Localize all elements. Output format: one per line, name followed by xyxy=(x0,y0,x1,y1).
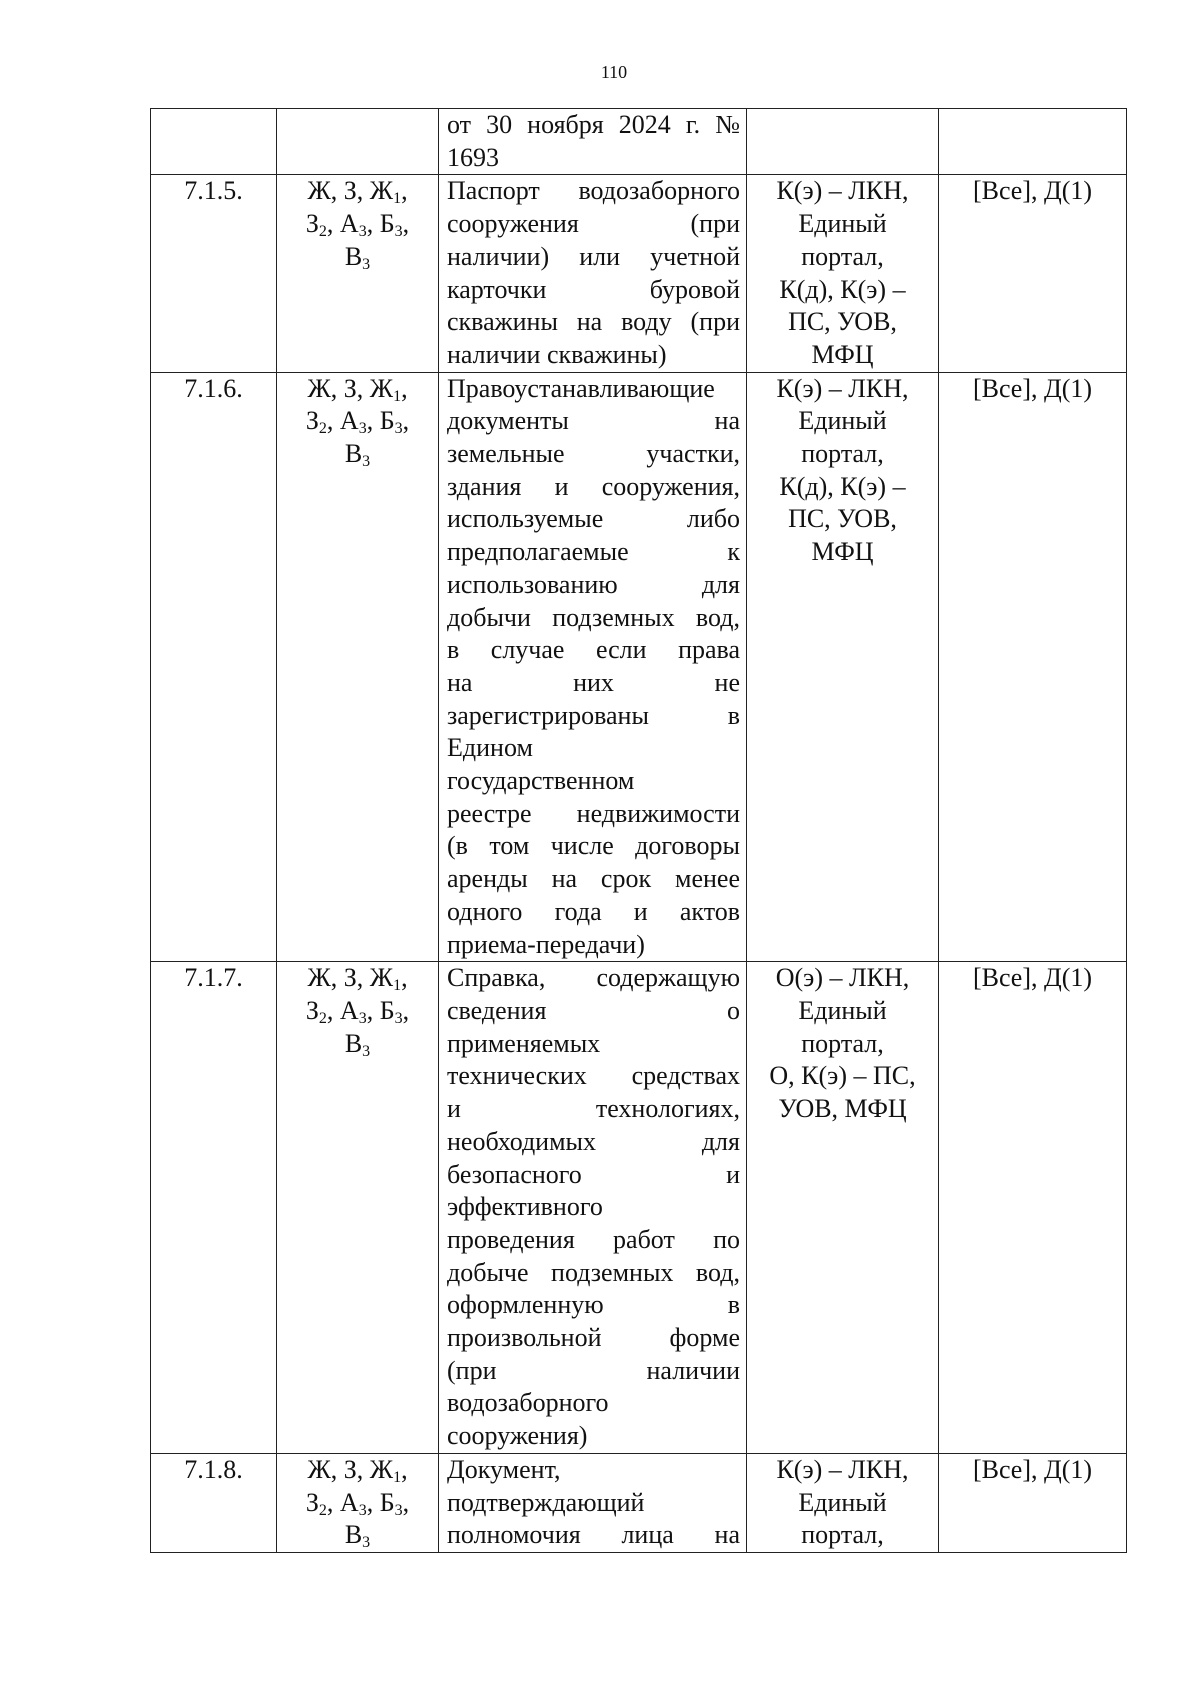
document-line: технических средствах xyxy=(447,1061,740,1091)
document-line: безопасного и xyxy=(447,1159,740,1189)
channel-line: портал, xyxy=(801,1520,884,1550)
cell-requirements xyxy=(939,962,1127,1454)
document-line: приема-передачи) xyxy=(447,929,645,959)
document-line: одного года и актов xyxy=(447,896,740,926)
cell-channels xyxy=(747,372,939,962)
row-number: 7.1.7. xyxy=(151,962,277,1454)
document-line: водозаборного xyxy=(447,1388,609,1418)
channel-line: портал, xyxy=(801,439,884,469)
document-line: Едином xyxy=(447,733,533,763)
cell-categories xyxy=(277,962,439,1454)
category-line: $В_3$ xyxy=(344,1028,371,1060)
table-row xyxy=(151,962,1127,1454)
category-line: Ж, З, $Ж_1$, xyxy=(307,176,408,208)
table-row xyxy=(151,372,1127,962)
document-line: реестре недвижимости xyxy=(447,798,740,828)
channel-line: МФЦ xyxy=(811,339,874,369)
cell-channels xyxy=(747,962,939,1454)
channel-line: портал, xyxy=(801,241,884,271)
requirement-line: [Все], Д(1) xyxy=(972,373,1093,403)
page-number: 110 xyxy=(600,62,628,82)
category-line: $З_2$, $А_3$, $Б_3$, xyxy=(305,1487,410,1519)
document-line: от 30 ноября 2024 г. № xyxy=(447,110,740,139)
document-line: оформленную в xyxy=(447,1290,740,1320)
channel-line: К(э) – ЛКН, xyxy=(776,373,909,403)
row-number: 7.1.6. xyxy=(151,372,277,962)
document-line: наличии скважины) xyxy=(447,339,667,369)
cell-channels xyxy=(747,175,939,372)
channel-line: МФЦ xyxy=(811,537,874,567)
document-line: применяемых xyxy=(447,1028,601,1058)
documents-table xyxy=(150,108,1127,1553)
document-line: в случае если права xyxy=(447,635,740,665)
document-line: сведения о xyxy=(447,995,740,1025)
document-line: скважины на воду (при xyxy=(447,307,740,337)
document-line: Паспорт водозаборного xyxy=(447,176,740,206)
requirement-line: [Все], Д(1) xyxy=(972,1454,1093,1484)
document-line: эффективного xyxy=(447,1192,603,1222)
document-line: здания и сооружения, xyxy=(447,471,740,501)
document-line: (в том числе договоры xyxy=(447,831,740,861)
cell-channels xyxy=(747,109,939,175)
cell-requirements xyxy=(939,109,1127,175)
document-line: на них не xyxy=(447,667,740,697)
row-number: 7.1.5. xyxy=(151,175,277,372)
cell-categories xyxy=(277,175,439,372)
document-line: зарегистрированы в xyxy=(447,700,740,730)
cell-categories xyxy=(277,372,439,962)
document-line: Правоустанавливающие xyxy=(447,373,715,403)
category-line: $З_2$, $А_3$, $Б_3$, xyxy=(305,209,410,241)
document-line: добычи подземных вод, xyxy=(447,602,740,632)
document-line: подтверждающий xyxy=(447,1487,645,1517)
channel-line: портал, xyxy=(801,1028,884,1058)
document-line: государственном xyxy=(447,766,635,796)
document-line: карточки буровой xyxy=(447,274,740,304)
document-line: (при наличии xyxy=(447,1355,740,1385)
document-line: Документ, xyxy=(447,1454,561,1484)
document-line: сооружения (при xyxy=(447,209,740,239)
category-line: $З_2$, $А_3$, $Б_3$, xyxy=(305,995,410,1027)
document-line: Справка, содержащую xyxy=(447,963,740,993)
channel-line: ПС, УОВ, xyxy=(788,504,897,534)
cell-requirements xyxy=(939,372,1127,962)
document-line: наличии) или учетной xyxy=(447,241,740,271)
document-line: добыче подземных вод, xyxy=(447,1257,740,1287)
cell-requirements xyxy=(939,1453,1127,1552)
cell-number xyxy=(151,109,277,175)
category-line: Ж, З, $Ж_1$, xyxy=(307,963,408,995)
channel-line: ПС, УОВ, xyxy=(788,307,897,337)
cell-channels xyxy=(747,1453,939,1552)
category-line: $З_2$, $А_3$, $Б_3$, xyxy=(305,406,410,438)
channel-line: К(д), К(э) – xyxy=(779,274,906,304)
document-line: аренды на срок менее xyxy=(447,864,740,894)
category-line: Ж, З, $Ж_1$, xyxy=(307,373,408,405)
document-line: произвольной форме xyxy=(447,1323,740,1353)
cell-document xyxy=(439,109,747,175)
channel-line: О, К(э) – ПС, xyxy=(769,1061,916,1091)
document-line: и технологиях, xyxy=(447,1094,740,1124)
document-line: необходимых для xyxy=(447,1126,740,1156)
document-line: предполагаемые к xyxy=(447,537,740,567)
category-line: $В_3$ xyxy=(344,439,371,471)
cell-requirements xyxy=(939,175,1127,372)
table-row xyxy=(151,1453,1127,1552)
cell-document xyxy=(439,962,747,1454)
document-line: земельные участки, xyxy=(447,439,740,469)
document-line: документы на xyxy=(447,406,740,436)
channel-line: К(д), К(э) – xyxy=(779,471,906,501)
channel-line: Единый xyxy=(798,1487,887,1517)
table-row-continuation xyxy=(151,109,1127,175)
cell-document xyxy=(439,372,747,962)
channel-line: К(э) – ЛКН, xyxy=(776,176,909,206)
channel-line: УОВ, МФЦ xyxy=(778,1094,907,1124)
category-line: $В_3$ xyxy=(344,241,371,273)
channel-line: О(э) – ЛКН, xyxy=(775,963,910,993)
document-line: 1693 xyxy=(447,142,499,172)
document-line: сооружения) xyxy=(447,1421,588,1451)
document-line: полномочия лица на xyxy=(447,1520,740,1550)
document-line: используемые либо xyxy=(447,504,740,534)
row-number: 7.1.8. xyxy=(151,1453,277,1552)
category-line: $В_3$ xyxy=(344,1520,371,1552)
document-line: использованию для xyxy=(447,569,740,599)
channel-line: Единый xyxy=(798,406,887,436)
cell-document xyxy=(439,1453,747,1552)
channel-line: Единый xyxy=(798,209,887,239)
requirement-line: [Все], Д(1) xyxy=(972,963,1093,993)
document-line: проведения работ по xyxy=(447,1224,740,1254)
channel-line: К(э) – ЛКН, xyxy=(776,1454,909,1484)
table-row xyxy=(151,175,1127,372)
cell-categories xyxy=(277,109,439,175)
cell-categories xyxy=(277,1453,439,1552)
requirement-line: [Все], Д(1) xyxy=(972,176,1093,206)
cell-document xyxy=(439,175,747,372)
channel-line: Единый xyxy=(798,995,887,1025)
category-line: Ж, З, $Ж_1$, xyxy=(307,1454,408,1486)
